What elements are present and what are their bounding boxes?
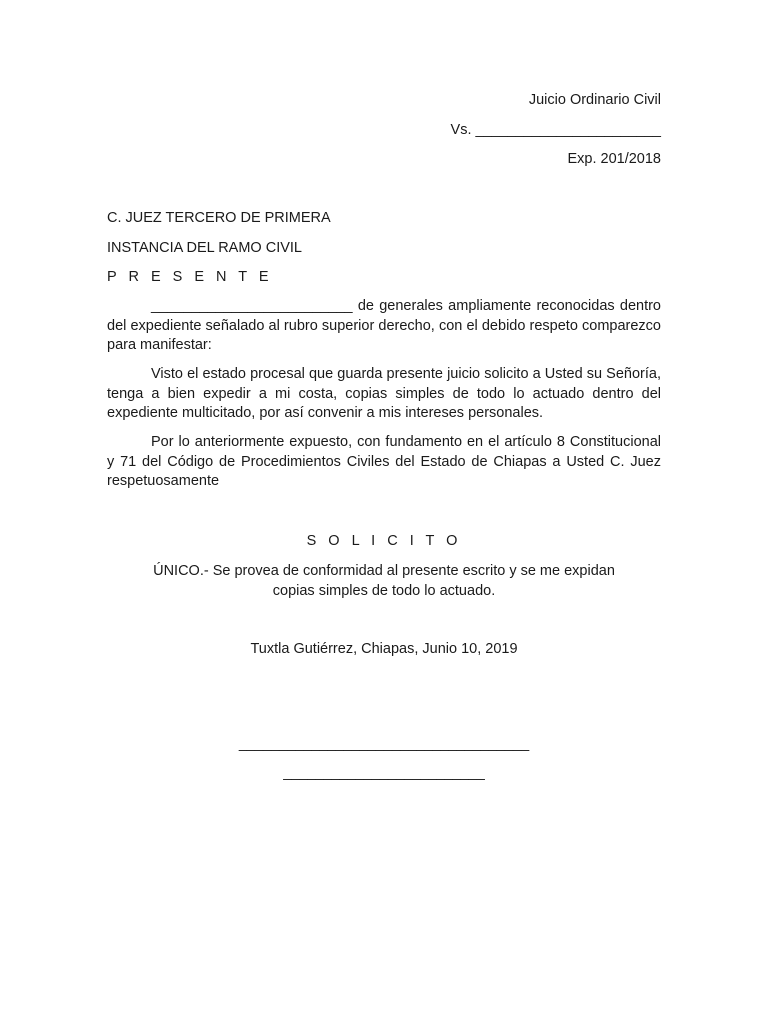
file-number: Exp. 201/2018 xyxy=(567,151,661,167)
petition-heading: S O L I C I T O xyxy=(306,533,462,549)
body-paragraph-2: Visto el estado procesal que guarda presente juicio solicito a Usted su Señoría, tenga a bien expedir a mi costa, copias simples de todo lo actuado dentro del expediente multicitado, por así convenir a mis intereses personales. xyxy=(107,366,661,421)
addressee-line-3: P R E S E N T E xyxy=(107,269,273,285)
petition-text: ÚNICO.- Se provea de conformidad al presente escrito y se me expidan copias simples de todo lo actuado. xyxy=(153,563,615,599)
case-type: Juicio Ordinario Civil xyxy=(528,92,661,108)
signature-line-1: ____________________________________ xyxy=(238,736,530,752)
place-date: Tuxtla Gutiérrez, Chiapas, Junio 10, 2019 xyxy=(250,641,518,657)
addressee-line-1: C. JUEZ TERCERO DE PRIMERA xyxy=(107,210,331,226)
signature-line-2: _________________________ xyxy=(283,765,485,781)
addressee-line-2: INSTANCIA DEL RAMO CIVIL xyxy=(107,240,302,256)
body-paragraph-3: Por lo anteriormente expuesto, con fundamento en el artículo 8 Constitucional y 71 del Código de Procedimientos Civiles del Estado de Chiapas a Usted C. Juez respetuosamente xyxy=(107,434,661,489)
body-paragraph-1: _________________________ de generales ampliamente reconocidas dentro del expediente señalado al rubro superior derecho, con el debido respeto comparezco para manifestar: xyxy=(107,298,661,353)
versus-line: Vs. _______________________ xyxy=(450,122,661,138)
